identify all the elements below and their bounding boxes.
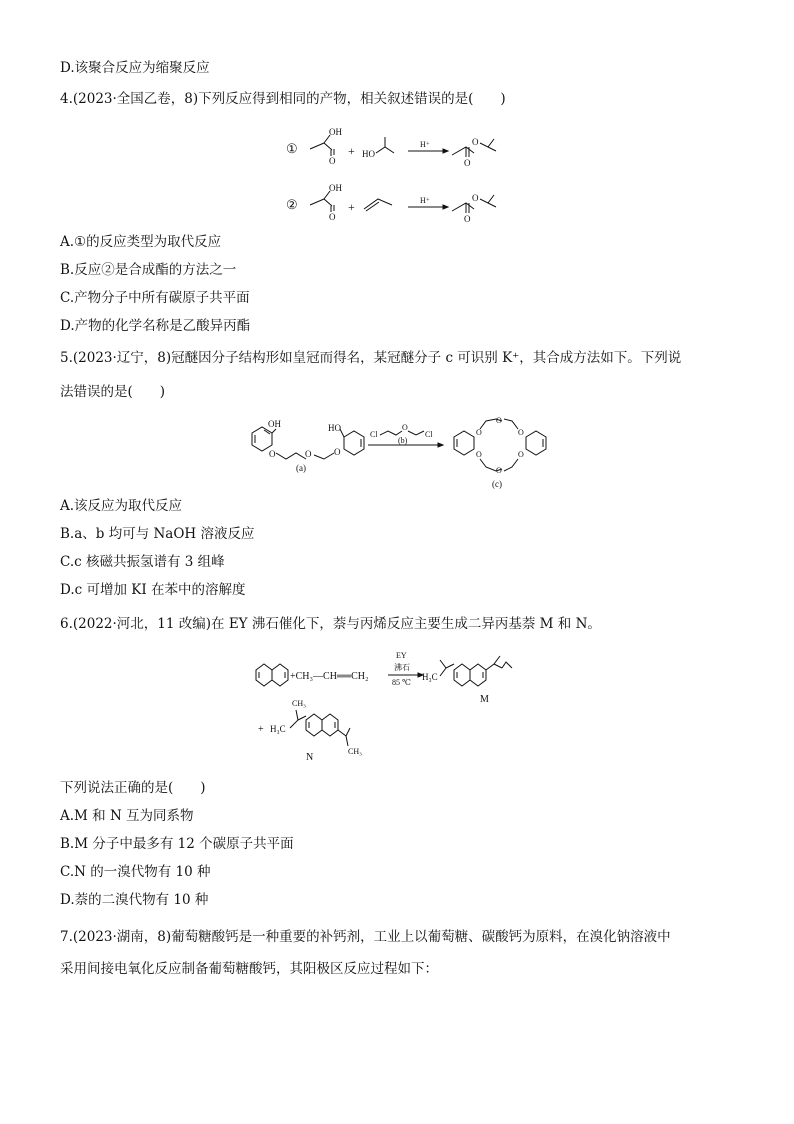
q5-option-a: A.该反应为取代反应: [60, 498, 183, 514]
q6-option-d: D.萘的二溴代物有 10 种: [60, 892, 209, 908]
q4-option-b: B.反应②是合成酯的方法之一: [60, 262, 237, 278]
svg-text:O: O: [464, 158, 471, 168]
q4-option-c: C.产物分子中所有碳原子共平面: [60, 290, 250, 306]
q6-reagent: +CH₃—CH══CH₂: [290, 671, 369, 682]
svg-text:H⁺: H⁺: [420, 196, 430, 205]
svg-text:O: O: [518, 428, 524, 437]
svg-text:+: +: [258, 724, 264, 735]
svg-text:O: O: [472, 137, 479, 147]
svg-text:O: O: [518, 450, 524, 459]
q7-stem-line2: 采用间接电氧化反应制备葡萄糖酸钙，其阳极区反应过程如下：: [60, 961, 438, 977]
svg-text:+: +: [348, 200, 355, 214]
svg-text:H⁺: H⁺: [420, 140, 430, 149]
svg-text:OH: OH: [329, 183, 342, 193]
svg-text:85 ℃: 85 ℃: [392, 678, 411, 687]
q7-stem-line1: 7.(2023·湖南，8)葡萄糖酸钙是一种重要的补钙剂，工业上以葡萄糖、碳酸钙为原料，在溴化钠溶液中: [60, 929, 671, 945]
svg-text:EY: EY: [396, 651, 407, 660]
svg-text:Cl: Cl: [425, 430, 433, 439]
svg-text:CH₃: CH₃: [348, 747, 362, 756]
svg-text:O: O: [329, 156, 336, 166]
svg-text:沸石: 沸石: [394, 663, 410, 672]
q5-option-c: C.c 核磁共振氢谱有 3 组峰: [60, 554, 225, 570]
q4-reaction-scheme: [280, 125, 530, 225]
svg-text:O: O: [496, 416, 502, 425]
q6-reaction-scheme: [250, 640, 560, 765]
q6-prompt: 下列说法正确的是( ): [60, 780, 206, 796]
svg-text:H₃C: H₃C: [422, 672, 438, 682]
svg-text:OH: OH: [268, 419, 281, 429]
q4-label-2: ②: [286, 197, 298, 212]
q6-stem: 6.(2022·河北，11 改编)在 EY 沸石催化下，萘与丙烯反应主要生成二异丙基萘 M 和 N。: [60, 616, 601, 632]
q3-option-d: D.该聚合反应为缩聚反应: [60, 60, 210, 76]
q5-label-b: (b): [398, 436, 408, 445]
q4-option-d: D.产物的化学名称是乙酸异丙酯: [60, 318, 251, 334]
q5-label-a: (a): [296, 463, 306, 473]
svg-text:O: O: [329, 212, 336, 222]
q5-label-c: (c): [492, 479, 502, 489]
q5-option-b: B.a、b 均可与 NaOH 溶液反应: [60, 526, 255, 542]
svg-text:O: O: [464, 214, 471, 224]
q5-reaction-scheme: [240, 415, 560, 495]
q4-label-1: ①: [286, 141, 298, 156]
svg-text:OH: OH: [329, 127, 342, 137]
q4-option-a: A.①的反应类型为取代反应: [60, 234, 222, 250]
svg-text:Cl: Cl: [370, 430, 378, 439]
q5-stem-line2: 法错误的是( ): [60, 384, 166, 400]
q6-label-n: N: [306, 752, 314, 763]
svg-text:+: +: [348, 144, 355, 158]
svg-text:O: O: [476, 428, 482, 437]
q6-label-m: M: [480, 694, 489, 705]
svg-text:O: O: [476, 450, 482, 459]
q6-option-a: A.M 和 N 互为同系物: [60, 808, 194, 824]
q4-stem: 4.(2023·全国乙卷，8)下列反应得到相同的产物，相关叙述错误的是( ): [60, 91, 506, 107]
q5-stem-line1: 5.(2023·辽宁，8)冠醚因分子结构形如皇冠而得名，某冠醚分子 c 可识别 K⁺，其合成方法如下。下列说: [60, 350, 682, 366]
svg-text:H₃C: H₃C: [270, 724, 286, 734]
q5-option-d: D.c 可增加 KI 在苯中的溶解度: [60, 582, 246, 598]
q6-option-b: B.M 分子中最多有 12 个碳原子共平面: [60, 836, 294, 852]
svg-text:O: O: [334, 447, 341, 457]
svg-text:HO: HO: [328, 423, 341, 433]
svg-text:O: O: [402, 423, 408, 432]
svg-text:CH₃: CH₃: [292, 699, 306, 708]
svg-text:O: O: [496, 466, 502, 475]
svg-text:O: O: [472, 193, 479, 203]
q6-option-c: C.N 的一溴代物有 10 种: [60, 864, 211, 880]
svg-text:HO: HO: [362, 149, 375, 159]
svg-text:O: O: [305, 449, 312, 459]
svg-text:O: O: [269, 449, 276, 459]
